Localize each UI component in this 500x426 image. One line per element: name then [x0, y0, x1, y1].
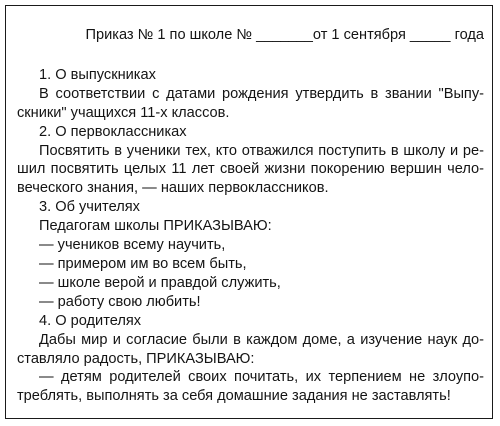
section-parents: [17, 312, 484, 407]
section-first-graders: [17, 123, 484, 199]
paragraph-line: веческого знания, — наших первоклассников.: [17, 180, 329, 197]
section-heading: 4. О родителях: [39, 312, 142, 329]
paragraph-line: ставляло радость, ПРИКАЗЫВАЮ:: [17, 350, 255, 367]
list-item: — школе верой и правдой служить,: [39, 274, 281, 291]
list-item: — примером им во всем быть,: [39, 255, 247, 272]
section-graduates: [17, 66, 484, 123]
paragraph-line: — детям родителей своих почитать, их терпением не злоупо-: [39, 369, 484, 386]
paragraph-line: Дабы мир и согласие были в каждом доме, а изучение наук до-: [39, 331, 484, 348]
section-heading: 2. О первоклассниках: [39, 123, 187, 140]
paragraph-line: В соответствии с датами рождения утвердить в звании "Выпу-: [39, 85, 484, 102]
section-heading: 1. О выпускниках: [39, 66, 156, 83]
document-frame: [5, 5, 493, 419]
section-heading: 3. Об учителях: [39, 199, 140, 216]
section-intro: Педагогам школы ПРИКАЗЫВАЮ:: [39, 218, 272, 235]
paragraph-line: треблять, выполнять за себя домашние задания не заставлять!: [17, 388, 451, 405]
order-title: Приказ № 1 по школе № _______от 1 сентября _____ года: [85, 27, 484, 43]
paragraph-line: Посвятить в ученики тех, кто отважился поступить в школу и ре-: [39, 142, 484, 159]
paragraph-line: скники" учащихся 11-х классов.: [17, 104, 230, 121]
section-teachers: [17, 198, 484, 311]
list-item: — учеников всему научить,: [39, 237, 226, 254]
paragraph-line: шил посвятить целых 11 лет своей жизни покорению вершин чело-: [17, 161, 484, 178]
list-item: — работу свою любить!: [39, 293, 201, 310]
